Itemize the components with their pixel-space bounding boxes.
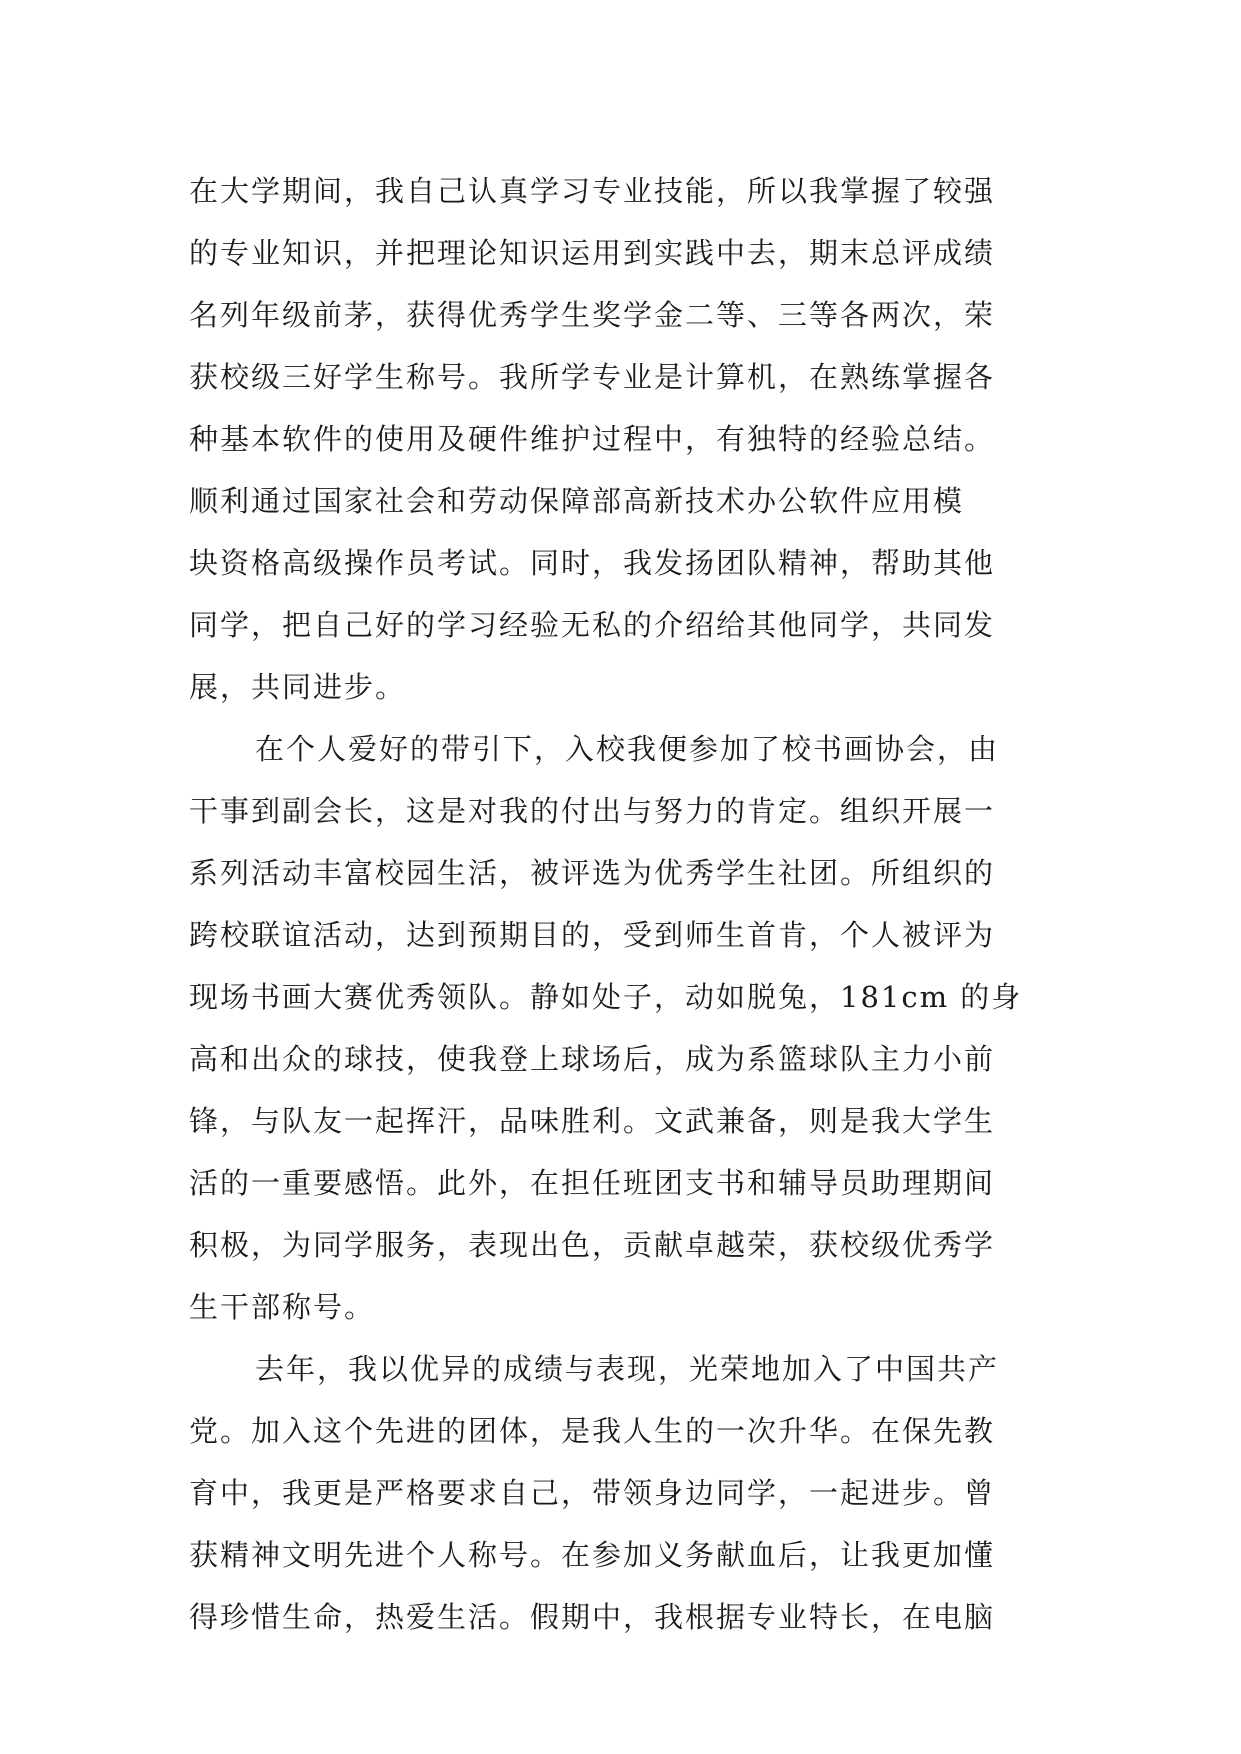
text-line: 获精神文明先进个人称号。在参加义务献血后，让我更加懂 (189, 1538, 996, 1572)
text-line: 育中，我更是严格要求自己，带领身边同学，一起进步。曾 (189, 1476, 996, 1510)
text-line: 得珍惜生命，热爱生活。假期中，我根据专业特长，在电脑 (189, 1600, 996, 1634)
text-line: 积极，为同学服务，表现出色，贡献卓越荣，获校级优秀学 (189, 1228, 996, 1262)
text-line: 获校级三好学生称号。我所学专业是计算机，在熟练掌握各 (189, 360, 996, 394)
text-line: 同学，把自己好的学习经验无私的介绍给其他同学，共同发 (189, 608, 996, 642)
text-line: 党。加入这个先进的团体，是我人生的一次升华。在保先教 (189, 1414, 996, 1448)
text-line: 名列年级前茅，获得优秀学生奖学金二等、三等各两次，荣 (189, 298, 996, 332)
text-line: 种基本软件的使用及硬件维护过程中，有独特的经验总结。 (189, 422, 996, 456)
text-line: 高和出众的球技，使我登上球场后，成为系篮球队主力小前 (189, 1042, 996, 1076)
paragraph-first-line: 在个人爱好的带引下，入校我便参加了校书画协会，由 (255, 732, 1000, 766)
paragraph-first-line: 去年，我以优异的成绩与表现，光荣地加入了中国共产 (255, 1352, 1000, 1386)
text-line: 干事到副会长，这是对我的付出与努力的肯定。组织开展一 (189, 794, 996, 828)
text-line: 块资格高级操作员考试。同时，我发扬团队精神，帮助其他 (189, 546, 996, 580)
text-line: 活的一重要感悟。此外，在担任班团支书和辅导员助理期间 (189, 1166, 996, 1200)
text-line: 生干部称号。 (189, 1290, 376, 1324)
text-line: 跨校联谊活动，达到预期目的，受到师生首肯，个人被评为 (189, 918, 996, 952)
text-line: 的专业知识，并把理论知识运用到实践中去，期末总评成绩 (189, 236, 996, 270)
text-line: 在大学期间，我自己认真学习专业技能，所以我掌握了较强 (189, 174, 996, 208)
text-line: 锋，与队友一起挥汗，品味胜利。文武兼备，则是我大学生 (189, 1104, 996, 1138)
text-line: 展，共同进步。 (189, 670, 407, 704)
body-text (189, 160, 1069, 1648)
text-line: 顺利通过国家社会和劳动保障部高新技术办公软件应用模 (189, 484, 965, 518)
text-line: 系列活动丰富校园生活，被评选为优秀学生社团。所组织的 (189, 856, 996, 890)
text-line: 现场书画大赛优秀领队。静如处子，动如脱兔，181cm 的身 (189, 980, 1023, 1014)
